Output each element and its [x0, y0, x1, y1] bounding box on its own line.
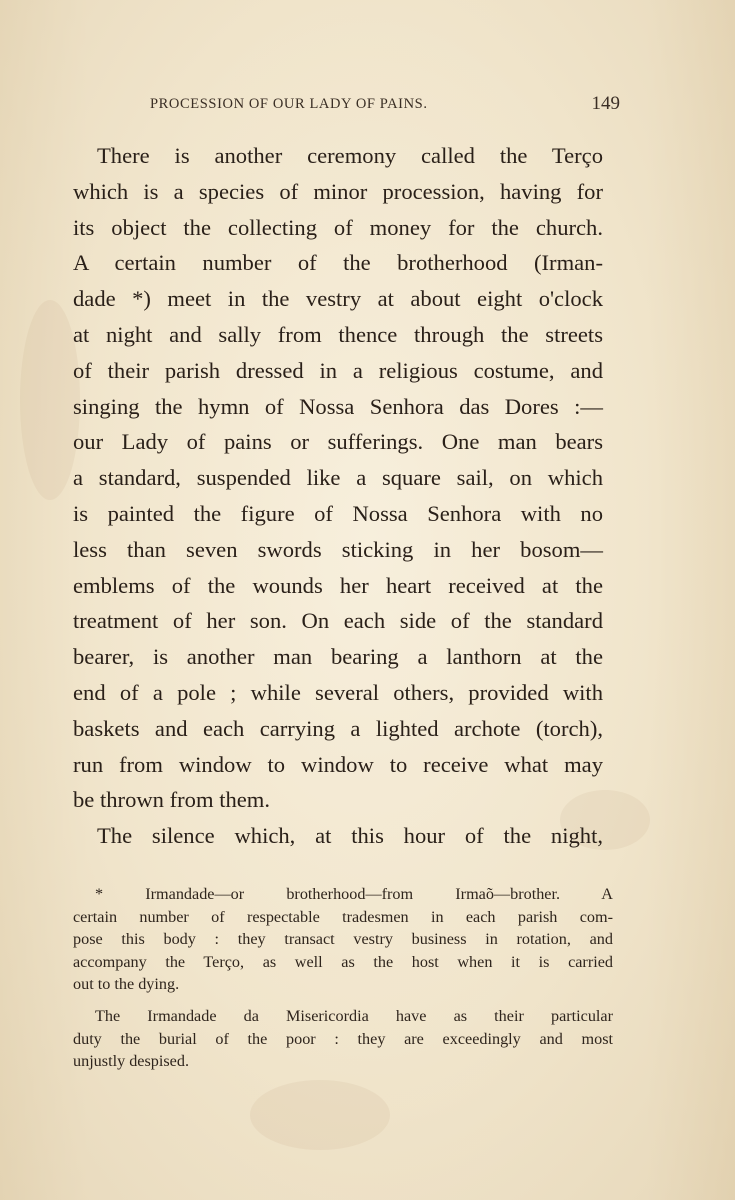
footnote-line: out to the dying. [73, 975, 180, 994]
text-line: bearer, is another man bearing a lanthorn at the [73, 644, 603, 670]
text-line: is painted the figure of Nossa Senhora with no [73, 500, 603, 526]
text-line: our Lady of pains or sufferings. One man bears [73, 429, 603, 455]
footnote-line: duty the burial of the poor : they are exceedingly and most [73, 1029, 613, 1048]
page-number: 149 [591, 93, 620, 114]
text-line: dade *) meet in the vestry at about eight o'clock [73, 286, 603, 312]
text-line: emblems of the wounds her heart received at the [73, 572, 603, 598]
footnote-line: The Irmandade da Misericordia have as their particular [95, 1006, 613, 1025]
footnote-line: certain number of respectable tradesmen in each parish com- [73, 907, 613, 926]
text-line: end of a pole ; while several others, provided with [73, 679, 603, 705]
footnote-line: * Irmandade—or brotherhood—from Irmaõ—brother. A [95, 885, 613, 903]
footnote-line: accompany the Terço, as well as the host when it is carried [73, 952, 613, 971]
footnotes [73, 883, 613, 1073]
text-line: treatment of her son. On each side of the standard [73, 608, 603, 634]
text-line: The silence which, at this hour of the night, [97, 823, 603, 849]
text-line: at night and sally from thence through the streets [73, 321, 603, 347]
text-line: of their parish dressed in a religious costume, and [73, 357, 603, 383]
footnote-line: unjustly despised. [73, 1052, 190, 1071]
text-line: There is another ceremony called the Terço [97, 143, 603, 168]
paper-stain [250, 1080, 390, 1150]
page-header [150, 93, 620, 120]
paper-stain [20, 300, 80, 500]
main-text [73, 138, 603, 854]
text-line: which is a species of minor procession, having for [73, 178, 603, 204]
text-line: baskets and each carrying a lighted archote (torch), [73, 715, 603, 741]
running-head: PROCESSION OF OUR LADY OF PAINS. [150, 96, 428, 112]
text-line: its object the collecting of money for the church. [73, 214, 603, 240]
text-line: singing the hymn of Nossa Senhora das Dores :— [73, 393, 603, 419]
footnote-line: pose this body : they transact vestry business in rotation, and [73, 930, 613, 949]
text-line: a standard, suspended like a square sail, on which [73, 465, 603, 491]
text-line: A certain number of the brotherhood (Irman- [73, 250, 603, 276]
text-line: run from window to window to receive what may [73, 751, 603, 777]
text-line: less than seven swords sticking in her bosom— [73, 536, 603, 562]
text-line: be thrown from them. [73, 787, 271, 813]
